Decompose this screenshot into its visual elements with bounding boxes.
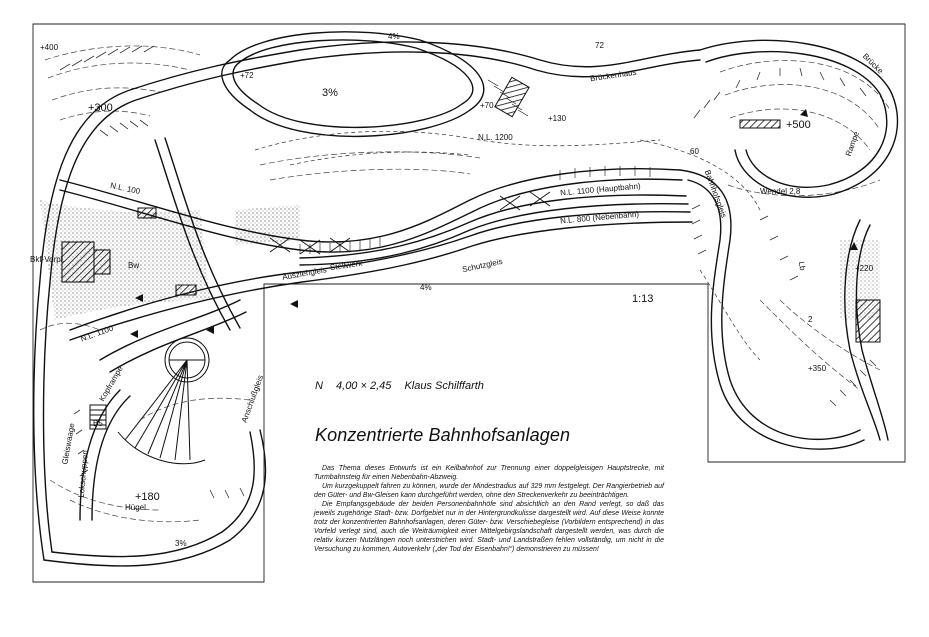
kopframpe-label: Kopframpe bbox=[97, 364, 125, 403]
wendel-label: Wendel 2,8 bbox=[760, 187, 801, 196]
elevation-label-350: +350 bbox=[808, 364, 827, 373]
crossovers bbox=[270, 192, 550, 254]
elevation-label-180: +180 bbox=[135, 491, 160, 503]
radius-60-label: 60 bbox=[690, 147, 699, 156]
elevation-label-70: +70 bbox=[480, 101, 494, 110]
num-72-label: 72 bbox=[595, 41, 604, 50]
description-paragraph: Das Thema dieses Entwurfs ist ein Keilbahnhof zur Trennung einer doppelgleisigen Hauptstrecke, mit Turmbahnsteig für einen Nebenbahn-Abzweig. bbox=[314, 465, 664, 481]
rampe-label: Rampe bbox=[843, 130, 862, 158]
lb-label: Lb bbox=[796, 260, 808, 272]
elevation-label-400: +400 bbox=[40, 43, 59, 52]
nl-1100-label: N.L. 1100 bbox=[79, 323, 115, 344]
elevation-label-72: +72 bbox=[240, 71, 254, 80]
grade-label-4a: 4% bbox=[388, 32, 400, 41]
bkf-vorpl-label: Bkf-Vorpl. bbox=[30, 255, 65, 264]
brueckenhaus-label: Brückenhaus bbox=[589, 67, 638, 84]
lokschuppen-label: Lokschuppen bbox=[76, 449, 90, 499]
stellwerk-label: Stellwerk bbox=[329, 258, 363, 273]
nl-1100-haupt-label: N.L. 1100 (Hauptbahn) bbox=[559, 181, 641, 198]
elevation-label-130: +130 bbox=[548, 114, 567, 123]
description bbox=[314, 464, 664, 554]
elevation-label-220: +220 bbox=[855, 264, 874, 273]
elevation-label-300: +300 bbox=[88, 102, 113, 114]
huegel-label: Hügel bbox=[125, 503, 146, 512]
page-title: Konzentrierte Bahnhofsanlagen bbox=[315, 425, 571, 446]
turntable bbox=[118, 338, 209, 464]
nl-100-label: N.L. 100 bbox=[109, 180, 141, 197]
elevation-label-500: +500 bbox=[786, 119, 811, 131]
ausziehgleis-label: Ausziehgleis bbox=[281, 265, 328, 282]
num-2-label: 2 bbox=[808, 315, 813, 324]
spec-line bbox=[315, 380, 494, 392]
bw-label: Bw bbox=[128, 261, 140, 270]
grade-label-3a: 3% bbox=[322, 87, 338, 99]
contour-lines bbox=[255, 131, 760, 360]
size-label: 4,00 × 2,45 bbox=[336, 380, 392, 392]
gleiswaage-label: Gleiswaage bbox=[60, 422, 77, 466]
description-paragraph: Um kurzgekuppelt fahren zu können, wurde der Mindestradius auf 329 mm festgelegt. Der Rangierbetrieb auf den Güter- und Bw-Gleisen kann durchgeführt werden, ohne den Streckenverkehr zu beeinträchtigen. bbox=[314, 483, 664, 499]
nl-800-neben-label: N.L. 800 (Nebenbahn) bbox=[559, 209, 640, 226]
description-paragraph: Die Empfangsgebäude der beiden Personenbahnhöfe sind absichtlich an den Rand verlegt, so daß das jeweils zugehörige Stadt- bzw. Dorfgebiet nur in der Hintergrundkulisse dargestellt wird. Auf diese Weise konnte trotz der konzentrierten Bahnhofsanlagen, deren Güter- bzw. Verschiebegleise (Vorbildern entsprechend) in das Vorfeld verlegt sind, auch die Weiträumigkeit einer Mittelgebirgslandschaft dargestellt werden, was durch die relativ kurzen Nutzlängen noch unterstrichen wird. Stadt- und Landstraßen fehlen vollständig, um nicht in die Versuchung zu kommen, Autoverkehr („der Tod der Eisenbahn!“) demonstrieren zu müssen! bbox=[314, 501, 664, 553]
schutzgleis-label: Schutzgleis bbox=[461, 256, 504, 275]
bruecke-label: Brücke bbox=[860, 51, 885, 76]
author-label: Klaus Schilffarth bbox=[404, 380, 484, 392]
anschlussgleis-label: Anschlußgleis bbox=[239, 373, 266, 424]
grade-label-4b: 4% bbox=[420, 283, 432, 292]
grade-label-3b: 3% bbox=[175, 539, 187, 548]
scale-label: 1:13 bbox=[632, 293, 654, 305]
nl-1200-label: N.L. 1200 bbox=[478, 133, 513, 142]
gauge-label: N bbox=[315, 380, 323, 392]
num-b5-label: B5 bbox=[93, 419, 103, 428]
bahnhofsgleis-label: Bahnhofsgleis bbox=[702, 168, 729, 219]
